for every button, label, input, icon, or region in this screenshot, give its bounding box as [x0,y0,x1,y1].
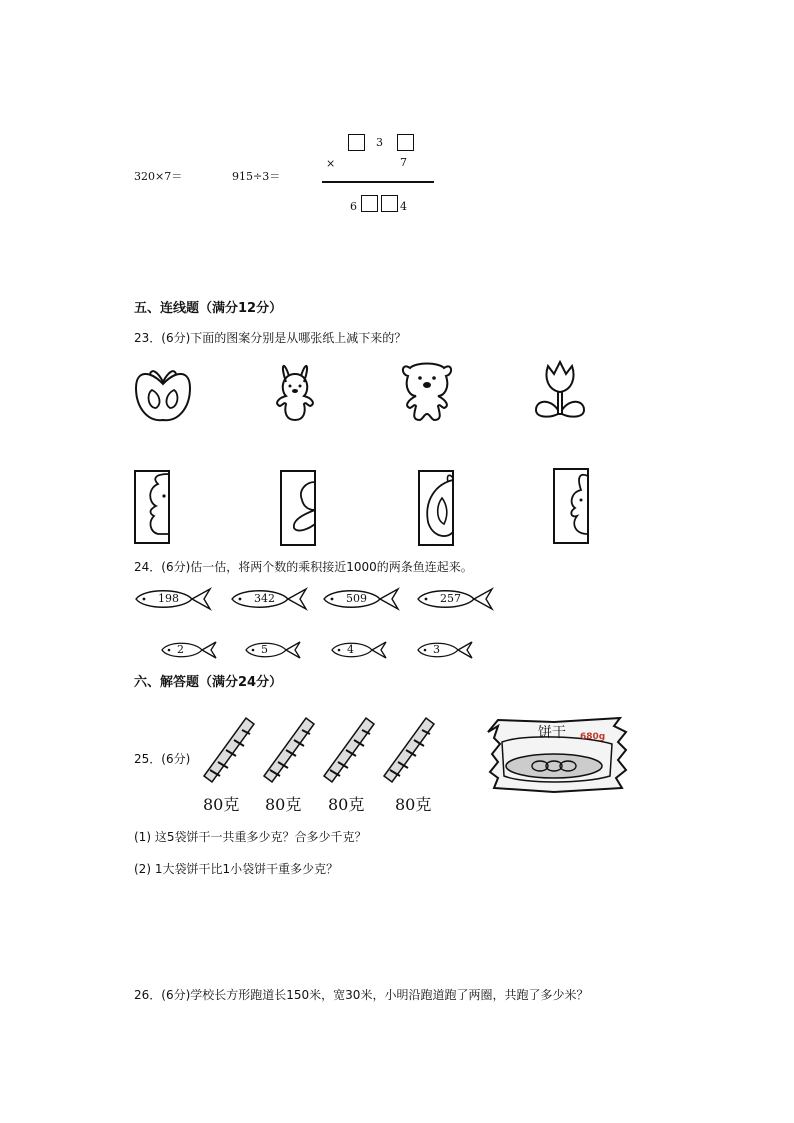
big-bag-weight: 680g [580,732,606,742]
fish-icon [244,640,304,660]
blank-box[interactable] [397,134,414,151]
fish-number: 5 [261,643,268,656]
folded-paper-tulip-icon [280,470,316,546]
fish[interactable] [134,587,214,611]
equation-2: 915÷3＝ [232,170,281,183]
question-24: 24．(6分)估一估，将两个数的乘积接近1000的两条鱼连起来。 [134,560,473,574]
rabbit-icon [268,360,322,424]
digit: 6 [350,200,357,213]
digit: 7 [400,156,407,169]
question-26: 26．(6分)学校长方形跑道长150米，宽30米，小明沿跑道跑了两圈，共跑了多少米？ [134,988,589,1002]
fish[interactable] [230,587,310,611]
vertical-multiplication [320,130,440,220]
divider-line [322,181,434,183]
fish-icon [330,640,390,660]
digit: 3 [376,136,383,149]
fish-icon [416,640,476,660]
fish-number: 3 [433,643,440,656]
folded-paper-butterfly-icon [418,470,454,546]
butterfly-icon [132,364,194,426]
fish-number: 257 [440,592,461,605]
blank-box[interactable] [381,195,398,212]
weight-label: 80克 [203,795,240,814]
blank-box[interactable] [361,195,378,212]
big-bag-label: 饼干 [538,725,566,741]
big-biscuit-bag [484,714,630,794]
blank-box[interactable] [348,134,365,151]
folded-paper-bear-icon [134,470,170,544]
fish[interactable] [244,640,304,660]
question-25-2: (2) 1大袋饼干比1小袋饼干重多少克？ [134,862,339,876]
small-biscuit-bags-icon [200,710,450,786]
digit: 4 [400,200,407,213]
fish[interactable] [160,640,220,660]
bear-icon [398,358,456,424]
fish-icon [160,640,220,660]
folded-paper-rabbit-icon [553,468,589,544]
fish[interactable] [330,640,390,660]
weight-label: 80克 [328,795,365,814]
question-25-label: 25．(6分) [134,752,191,766]
weight-label: 80克 [265,795,302,814]
fish-number: 342 [254,592,275,605]
section-title: 五、连线题（满分12分） [134,301,283,316]
weight-label: 80克 [395,795,432,814]
question-25-1: (1) 这5袋饼干一共重多少克？合多少千克？ [134,830,367,844]
equation-1: 320×7＝ [134,170,183,183]
fish[interactable] [322,587,402,611]
question-23: 23．(6分)下面的图案分别是从哪张纸上减下来的？ [134,331,407,345]
fish[interactable] [416,640,476,660]
section-title: 六、解答题（满分24分） [134,675,283,690]
tulip-icon [532,358,588,422]
fish-number: 4 [347,643,354,656]
fish-number: 198 [158,592,179,605]
multiply-sign: × [326,157,336,170]
fish-number: 2 [177,643,184,656]
fish[interactable] [416,587,496,611]
fish-number: 509 [346,592,367,605]
